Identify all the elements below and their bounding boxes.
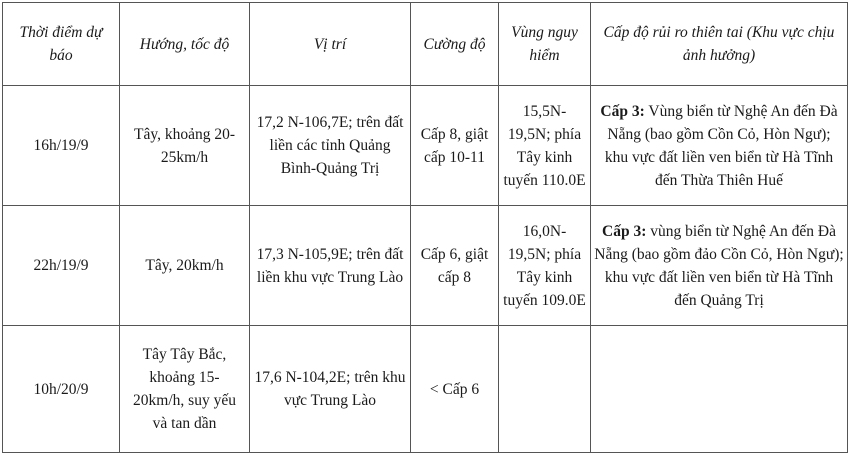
table-row <box>3 86 848 206</box>
cell-time: 16h/19/9 <box>3 86 120 206</box>
cell-danger-zone: 15,5N-19,5N; phía Tây kinh tuyến 110.0E <box>499 86 591 206</box>
cell-position: 17,6 N-104,2E; trên khu vực Trung Lào <box>250 326 411 453</box>
header-intensity: Cường độ <box>411 3 499 86</box>
cell-intensity: < Cấp 6 <box>411 326 499 453</box>
cell-intensity: Cấp 6, giật cấp 8 <box>411 206 499 326</box>
cell-danger-zone <box>499 326 591 453</box>
forecast-table <box>2 2 848 453</box>
cell-position: 17,3 N-105,9E; trên đất liền khu vực Trung Lào <box>250 206 411 326</box>
cell-position: 17,2 N-106,7E; trên đất liền các tỉnh Quảng Bình-Quảng Trị <box>250 86 411 206</box>
risk-level: Cấp 3: <box>600 102 645 120</box>
header-risk: Cấp độ rủi ro thiên tai (Khu vực chịu ảnh hưởng) <box>591 3 848 86</box>
header-time: Thời điểm dự báo <box>3 3 120 86</box>
table-row <box>3 326 848 453</box>
cell-direction: Tây, 20km/h <box>120 206 250 326</box>
header-direction: Hướng, tốc độ <box>120 3 250 86</box>
risk-area: vùng biển từ Nghệ An đến Đà Nẵng (bao gồm đảo Cồn Cỏ, Hòn Ngư); khu vực đất liền ven biển từ Hà Tĩnh đến Quảng Trị <box>594 222 844 309</box>
cell-risk <box>591 326 848 453</box>
cell-danger-zone: 16,0N-19,5N; phía Tây kinh tuyến 109.0E <box>499 206 591 326</box>
risk-area: Vùng biển từ Nghệ An đến Đà Nẵng (bao gồm Cồn Cỏ, Hòn Ngư); khu vực đất liền ven biển từ Hà Tĩnh đến Thừa Thiên Huế <box>604 102 838 189</box>
cell-intensity: Cấp 8, giật cấp 10-11 <box>411 86 499 206</box>
header-row <box>3 3 848 86</box>
cell-time: 22h/19/9 <box>3 206 120 326</box>
risk-level: Cấp 3: <box>602 222 647 240</box>
header-danger-zone: Vùng nguy hiểm <box>499 3 591 86</box>
cell-direction: Tây, khoảng 20-25km/h <box>120 86 250 206</box>
cell-time: 10h/20/9 <box>3 326 120 453</box>
header-position: Vị trí <box>250 3 411 86</box>
table-row <box>3 206 848 326</box>
cell-direction: Tây Tây Bắc, khoảng 15-20km/h, suy yếu và tan dần <box>120 326 250 453</box>
cell-risk <box>591 86 848 206</box>
cell-risk <box>591 206 848 326</box>
